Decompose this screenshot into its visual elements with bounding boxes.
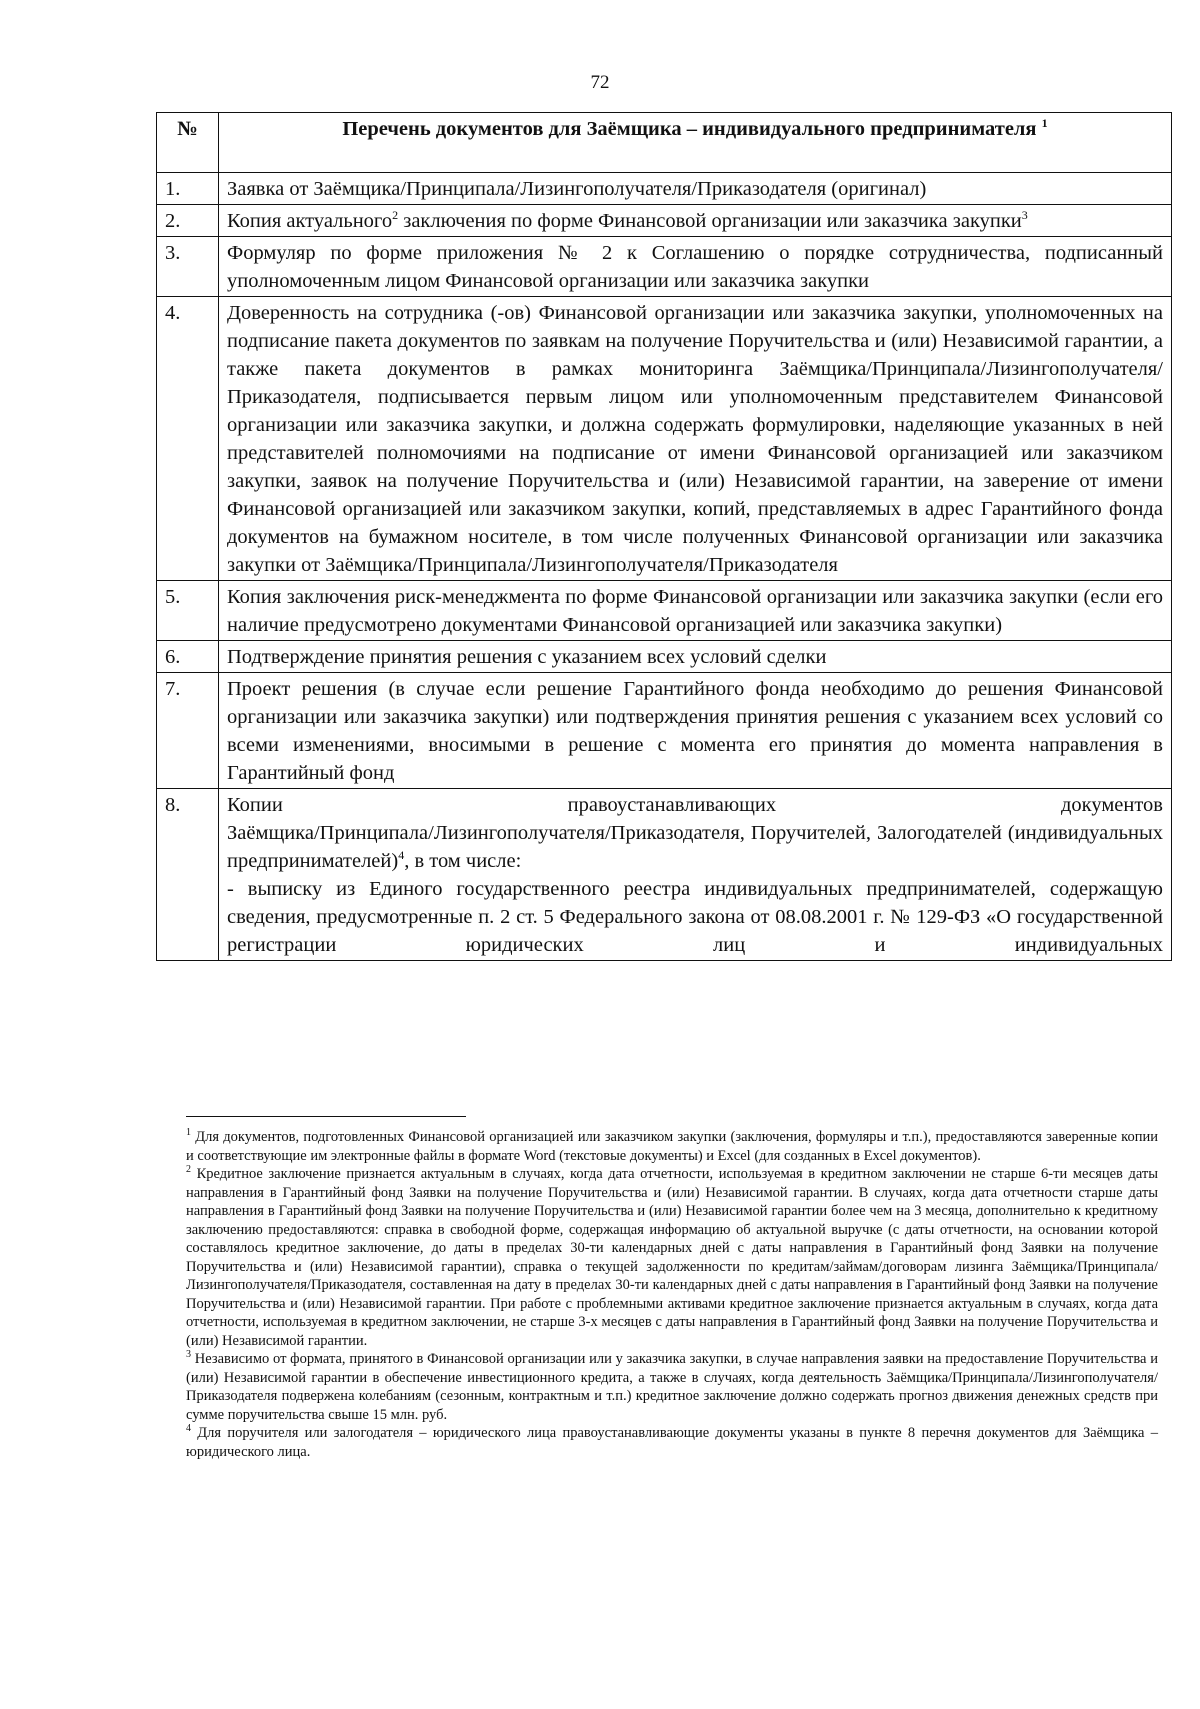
header-title-text: Перечень документов для Заёмщика – индивидуального предпринимателя xyxy=(342,118,1037,140)
table-row xyxy=(157,205,1172,237)
footnotes xyxy=(186,1128,1158,1461)
footnote-text: Для документов, подготовленных Финансовой организацией или заказчиком закупки (заключения, формуляры и т.п.), предоставляются заверенные копии и соответствующие им электронные файлы в формате Word (текстовые документы) и Excel (для созданных в Excel документов). xyxy=(186,1129,1158,1164)
row-number: 7. xyxy=(157,673,219,789)
row-text: Доверенность на сотрудника (-ов) Финансовой организации или заказчика закупки, уполномоченных на подписание пакета документов по заявкам на получение Поручительства и (или) Независимой гарантии, а также пакета документов в рамках мониторинга Заёмщика/Принципала/Лизингополучателя/Приказодателя, подписывается первым лицом или уполномоченным представителем Финансовой организации или заказчика закупки, и должна содержать формулировки, наделяющие указанных в ней представителей полномочиями на подписание от имени Финансовой организацией или заказчиком закупки, заявок на получение Поручительства и (или) Независимой гарантии, на заверение от имени Финансовой организацией или заказчиком закупки, копий, представляемых в адрес Гарантийного фонда документов на бумажном носителе, в том числе полученных Финансовой организации или заказчика закупки от Заёмщика/Принципала/Лизингополучателя/Приказодателя xyxy=(219,297,1172,581)
footnote xyxy=(186,1165,1158,1350)
table-row xyxy=(157,297,1172,581)
footnote-ref: 1 xyxy=(1041,116,1048,131)
row-text-part: , в том числе: xyxy=(404,850,522,872)
row-number: 5. xyxy=(157,581,219,641)
footnote-ref: 2 xyxy=(392,208,399,223)
table-header-row xyxy=(157,113,1172,173)
row-text-part: заключения по форме Финансовой организации или заказчика закупки xyxy=(398,210,1022,232)
row-text-part: Заёмщика/Принципала/Лизингополучателя/Приказодателя, Поручителей, Залогодателей (индивидуальных предпринимателей) xyxy=(227,822,1163,872)
table-row xyxy=(157,789,1172,961)
row-text-part: Копия актуального xyxy=(227,210,393,232)
table-row xyxy=(157,237,1172,297)
footnote-text: Для поручителя или залогодателя – юридического лица правоустанавливающие документы указаны в пункте 8 перечня документов для Заёмщика – юридического лица. xyxy=(186,1425,1158,1460)
table-row xyxy=(157,173,1172,205)
header-number: № xyxy=(157,113,219,173)
row-number: 6. xyxy=(157,641,219,673)
header-title xyxy=(219,113,1172,173)
row-text xyxy=(219,789,1172,961)
row-text-paragraph xyxy=(227,819,1163,875)
table-row xyxy=(157,673,1172,789)
footnote-text: Кредитное заключение признается актуальным в случаях, когда дата отчетности, используемая в кредитном заключении не старше 6-ти месяцев даты направления в Гарантийный фонд Заявки на получение Поручительства и (или) Независимой гарантии. В случаях, когда дата отчетности старше даты направления в Гарантийный фонд Заявки на получение Поручительства и (или) Независимой гарантии более чем на 3 месяца, дополнительно к кредитному заключению предоставляются: справка в свободной форме, содержащая информацию об актуальной выручке (с даты отчетности, на основании которой составлялось кредитное заключение, до даты в пределах 30-ти календарных дней с даты направления в Гарантийный фонд Заявки на получение Поручительства и (или) Независимой гарантии), справка о текущей задолженности по кредитам/займам/договорам лизинга Заёмщика/Принципала/Лизингополучателя/Приказодателя, составленная на дату в пределах 30-ти календарных дней с даты направления в Гарантийный фонд Заявки на получение Поручительства и (или) Независимой гарантии. При работе с проблемными активами кредитное заключение признается актуальным в случаях, когда дата отчетности, используемая в кредитном заключении, не старше 3-х месяцев с даты направления в Гарантийный фонд Заявки на получение Поручительства и (или) Независимой гарантии. xyxy=(186,1166,1158,1349)
footnote-mark: 1 xyxy=(186,1127,191,1139)
table-row xyxy=(157,641,1172,673)
row-text: Проект решения (в случае если решение Гарантийного фонда необходимо до решения Финансовой организации или заказчика закупки) или подтверждения принятия решения с указанием всех условий со всеми изменениями, вносимыми в решение с момента его принятия до момента направления в Гарантийный фонд xyxy=(219,673,1172,789)
documents-table xyxy=(156,112,1172,961)
footnote-ref: 3 xyxy=(1021,208,1028,223)
row-text-line: Копии правоустанавливающих документов xyxy=(227,794,1163,816)
row-text: Заявка от Заёмщика/Принципала/Лизингополучателя/Приказодателя (оригинал) xyxy=(219,173,1172,205)
row-text: Подтверждение принятия решения с указанием всех условий сделки xyxy=(219,641,1172,673)
row-text xyxy=(219,205,1172,237)
row-number: 2. xyxy=(157,205,219,237)
row-text: Копия заключения риск-менеджмента по форме Финансовой организации или заказчика закупки (если его наличие предусмотрено документами Финансовой организацией или заказчика закупки) xyxy=(219,581,1172,641)
row-number: 1. xyxy=(157,173,219,205)
footnote-separator xyxy=(186,1116,466,1117)
footnote-ref: 4 xyxy=(398,848,405,863)
footnote xyxy=(186,1128,1158,1165)
footnote-mark: 4 xyxy=(186,1423,191,1435)
footnote xyxy=(186,1350,1158,1424)
page-number: 72 xyxy=(590,72,610,93)
table-row xyxy=(157,581,1172,641)
row-text-bullet: - выписку из Единого государственного реестра индивидуальных предпринимателей, содержащую сведения, предусмотренные п. 2 ст. 5 Федерального закона от 08.08.2001 г. № 129-ФЗ «О государственной регистрации юридических лиц и индивидуальных xyxy=(227,878,1163,956)
footnote-mark: 3 xyxy=(186,1349,191,1361)
row-number: 4. xyxy=(157,297,219,581)
footnote-mark: 2 xyxy=(186,1164,191,1176)
footnote xyxy=(186,1424,1158,1461)
row-number: 3. xyxy=(157,237,219,297)
row-number: 8. xyxy=(157,789,219,961)
row-text: Формуляр по форме приложения № 2 к Соглашению о порядке сотрудничества, подписанный уполномоченным лицом Финансовой организации или заказчика закупки xyxy=(219,237,1172,297)
footnote-text: Независимо от формата, принятого в Финансовой организации или у заказчика закупки, в случае направления заявки на предоставление Поручительства и (или) Независимой гарантии в обеспечение инвестиционного кредита, а также в случаях, когда деятельность Заёмщика/Принципала/Лизингополучателя/Приказодателя подвержена колебаниям (сезонным, контрактным и т.п.) кредитное заключение должно содержать прогноз движения денежных средств при сумме поручительства свыше 15 млн. руб. xyxy=(186,1351,1158,1423)
